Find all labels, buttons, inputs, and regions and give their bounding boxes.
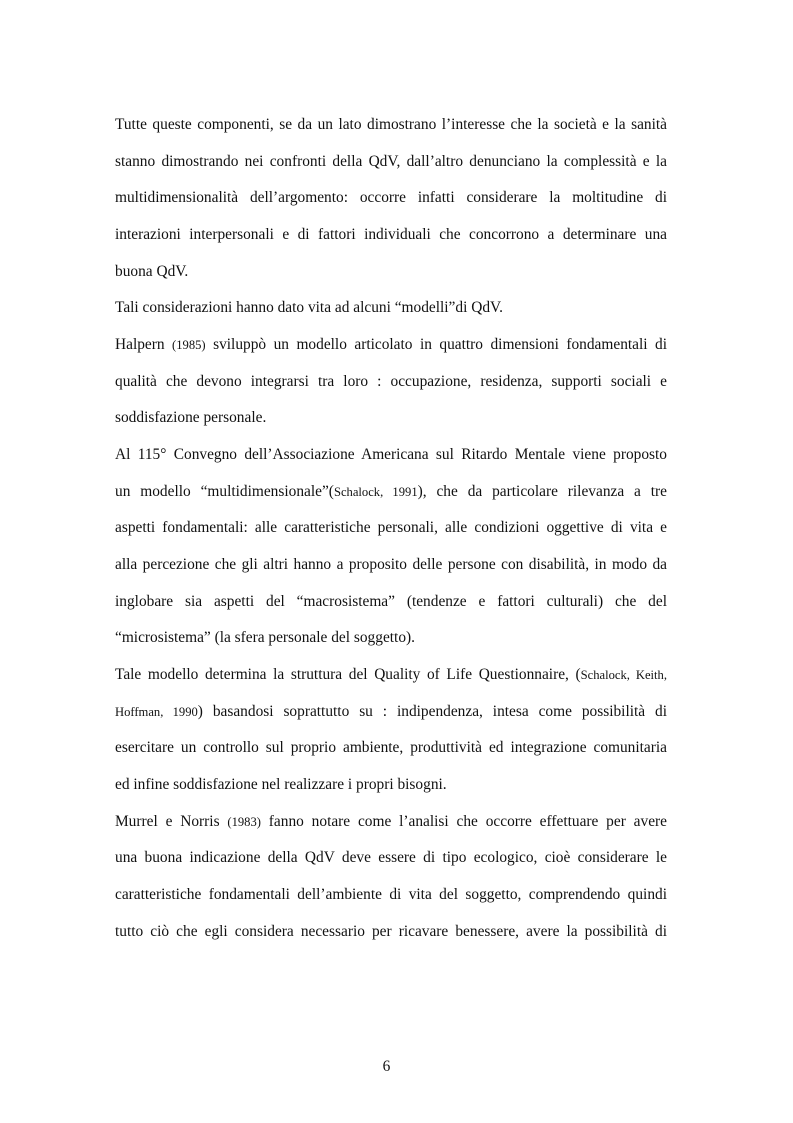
text-line — [115, 812, 667, 832]
text-line — [115, 482, 667, 502]
text-segment: ), che da particolare rilevanza a tre — [417, 483, 667, 500]
citation-text: (1983) — [227, 815, 261, 829]
citation-text: Hoffman, 1990 — [115, 705, 198, 719]
text-line: soddisfazione personale. — [115, 409, 267, 426]
text-line: Tutte queste componenti, se da un lato dimostrano l’interesse che la società e la sanità — [115, 116, 667, 133]
text-segment: sviluppò un modello articolato in quattro dimensioni fondamentali di — [205, 336, 667, 353]
text-line — [115, 335, 667, 355]
text-line: interazioni interpersonali e di fattori individuali che concorrono a determinare una — [115, 226, 667, 243]
citation-text: Schalock, 1991 — [333, 485, 418, 499]
text-line — [115, 702, 667, 722]
text-line: tutto ciò che egli considera necessario per ricavare benessere, avere la possibilità di — [115, 923, 667, 940]
text-line: multidimensionalità dell’argomento: occorre infatti considerare la moltitudine di — [115, 189, 667, 206]
text-line — [115, 665, 667, 685]
text-line: “microsistema” (la sfera personale del soggetto). — [115, 629, 415, 646]
text-segment: fanno notare come l’analisi che occorre effettuare per avere — [260, 813, 667, 830]
citation-text: Schalock, Keith, — [580, 668, 667, 682]
text-line: Al 115° Convegno dell’Associazione Americana sul Ritardo Mentale viene proposto — [115, 446, 667, 463]
text-segment: ) basandosi soprattutto su : indipendenza, intesa come possibilità di — [197, 703, 668, 720]
text-line: caratteristiche fondamentali dell’ambiente di vita del soggetto, comprendendo quindi — [115, 886, 667, 903]
text-line: esercitare un controllo sul proprio ambiente, produttività ed integrazione comunitaria — [115, 739, 667, 756]
text-line: aspetti fondamentali: alle caratteristiche personali, alle condizioni oggettive di vita e — [115, 519, 667, 536]
text-segment: Tale modello determina la struttura del Quality of Life Questionnaire, ( — [115, 666, 581, 683]
page-number: 6 — [382, 1058, 391, 1075]
text-line: ed infine soddisfazione nel realizzare i propri bisogni. — [115, 776, 447, 793]
text-segment: un modello “multidimensionale”( — [115, 483, 334, 500]
text-line: Tali considerazioni hanno dato vita ad alcuni “modelli”di QdV. — [115, 299, 503, 316]
text-segment: Murrel e Norris — [115, 813, 228, 830]
text-segment: Halpern — [115, 336, 173, 353]
text-line: inglobare sia aspetti del “macrosistema” (tendenze e fattori culturali) che del — [115, 593, 667, 610]
text-line: buona QdV. — [115, 263, 189, 280]
text-line: stanno dimostrando nei confronti della QdV, dall’altro denunciano la complessità e la — [115, 153, 667, 170]
text-line: qualità che devono integrarsi tra loro : occupazione, residenza, supporti sociali e — [115, 373, 667, 390]
citation-text: (1985) — [172, 338, 206, 352]
text-line: alla percezione che gli altri hanno a proposito delle persone con disabilità, in modo da — [115, 556, 667, 573]
text-line: una buona indicazione della QdV deve essere di tipo ecologico, cioè considerare le — [115, 849, 667, 866]
